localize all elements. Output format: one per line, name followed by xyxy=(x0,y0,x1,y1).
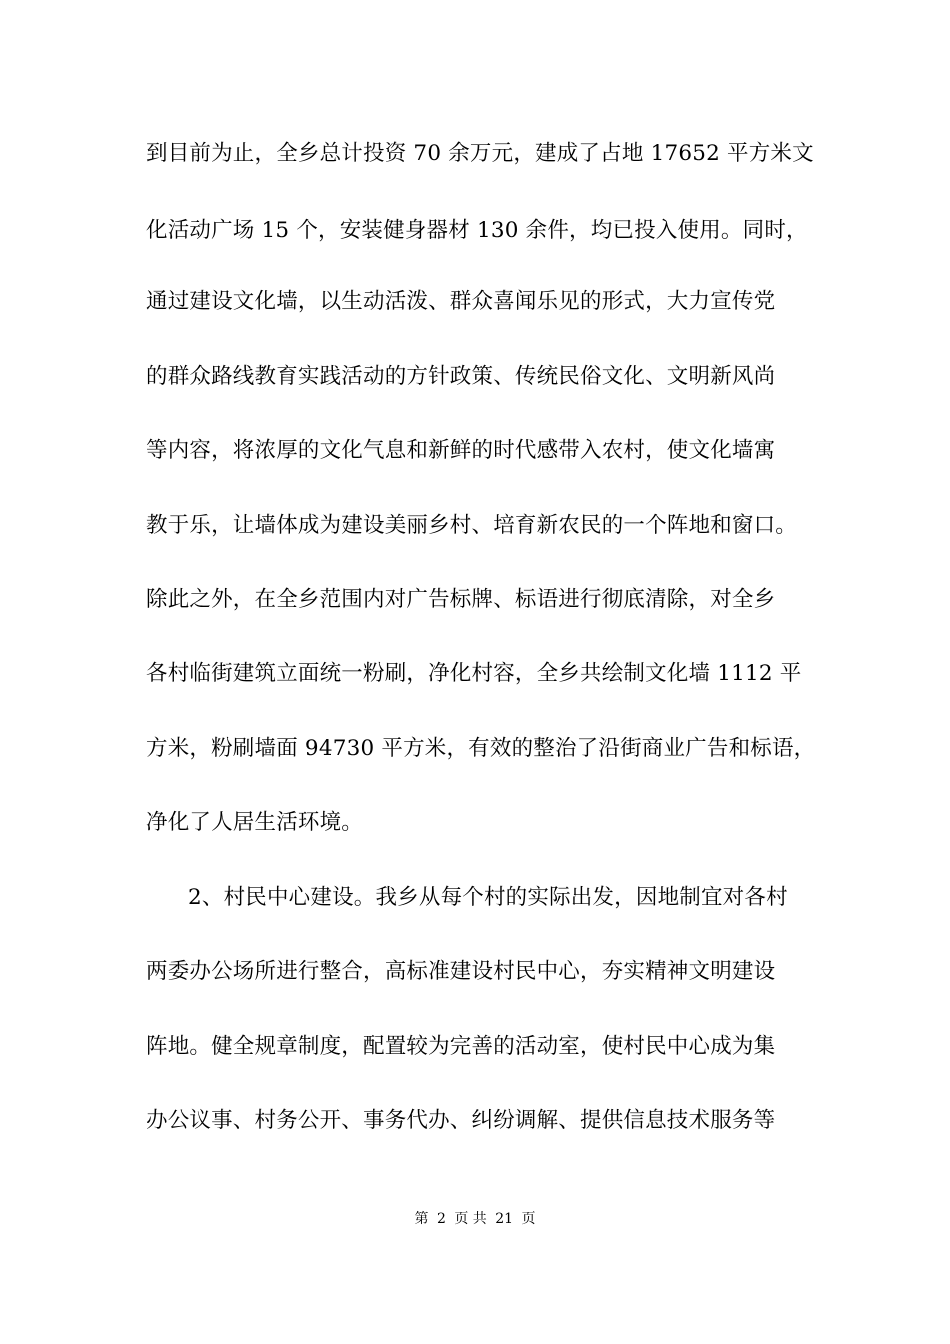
page-footer xyxy=(0,1210,950,1228)
paragraph-line: 的群众路线教育实践活动的方针政策、传统民俗文化、文明新风尚 xyxy=(146,364,776,389)
paragraph-line: 除此之外，在全乡范围内对广告标牌、标语进行彻底清除，对全乡 xyxy=(146,587,776,612)
paragraph-line: 阵地。健全规章制度，配置较为完善的活动室，使村民中心成为集 xyxy=(146,1034,776,1059)
paragraph-line: 2、村民中心建设。我乡从每个村的实际出发，因地制宜对各村 xyxy=(188,885,788,910)
footer-prefix: 第 xyxy=(414,1211,429,1227)
paragraph-line: 净化了人居生活环境。 xyxy=(146,810,364,835)
footer-middle: 页 共 xyxy=(454,1211,487,1227)
paragraph-line: 教于乐，让墙体成为建设美丽乡村、培育新农民的一个阵地和窗口。 xyxy=(146,513,798,538)
paragraph-line: 方米，粉刷墙面 94730 平方米，有效的整治了沿街商业广告和标语， xyxy=(146,736,816,761)
paragraph-line: 两委办公场所进行整合，高标准建设村民中心，夯实精神文明建设 xyxy=(146,959,776,984)
paragraph-line: 化活动广场 15 个，安装健身器材 130 余件，均已投入使用。同时， xyxy=(146,218,808,243)
footer-total-pages: 21 xyxy=(495,1211,514,1227)
paragraph-line: 通过建设文化墙，以生动活泼、群众喜闻乐见的形式，大力宣传党 xyxy=(146,289,776,314)
paragraph-line: 各村临街建筑立面统一粉刷，净化村容，全乡共绘制文化墙 1112 平 xyxy=(146,661,802,686)
footer-page-number: 2 xyxy=(436,1211,446,1227)
footer-suffix: 页 xyxy=(521,1211,536,1227)
paragraph-line: 到目前为止，全乡总计投资 70 余万元，建成了占地 17652 平方米文 xyxy=(146,141,814,166)
paragraph-line: 办公议事、村务公开、事务代办、纠纷调解、提供信息技术服务等 xyxy=(146,1108,776,1133)
paragraph-line: 等内容，将浓厚的文化气息和新鲜的时代感带入农村，使文化墙寓 xyxy=(146,438,776,463)
